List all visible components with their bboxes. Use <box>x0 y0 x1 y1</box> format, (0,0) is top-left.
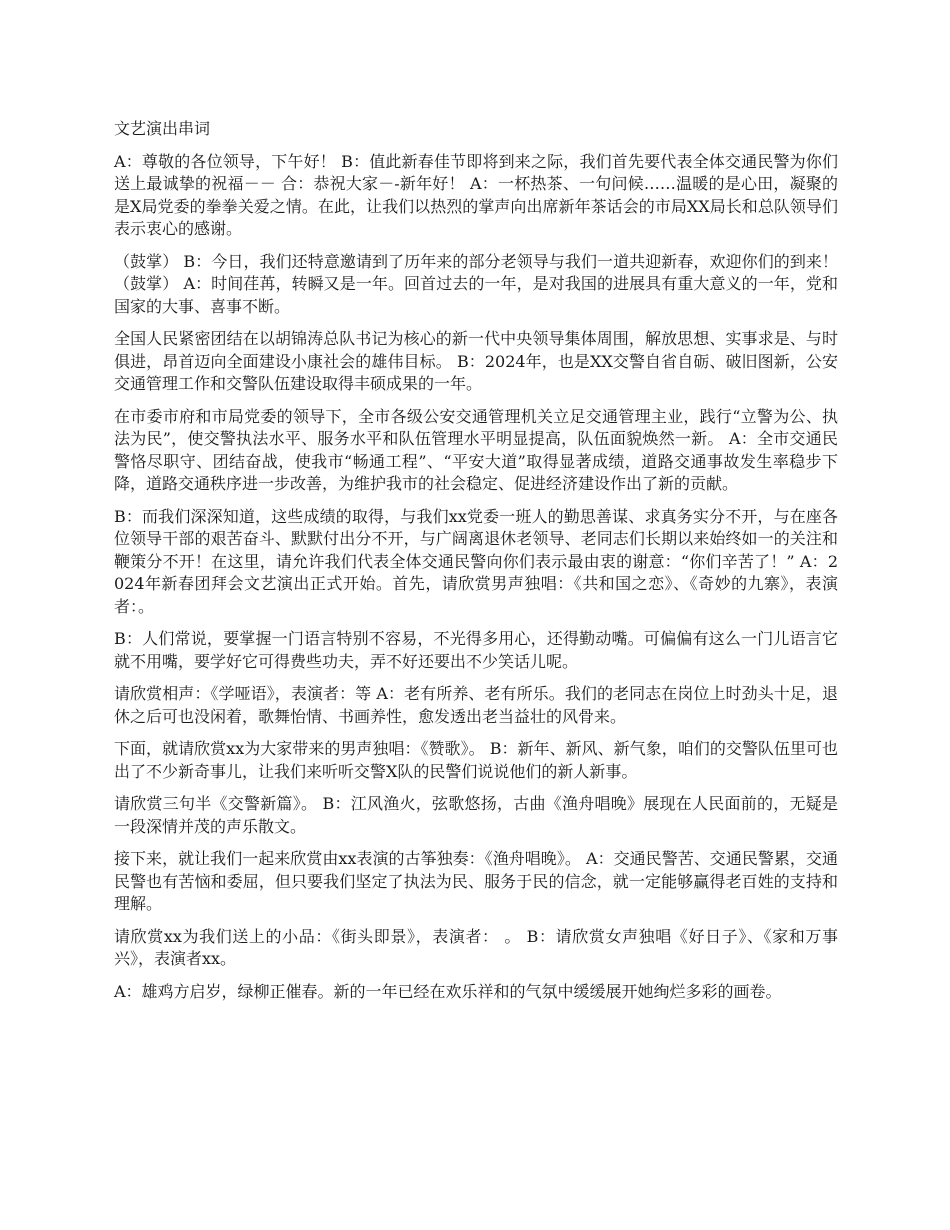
paragraph-9: 请欣赏三句半《交警新篇》。 B：江风渔火，弦歌悠扬，古曲《渔舟唱晚》展现在人民面前的，无疑是一段深情并茂的声乐散文。 <box>114 794 838 836</box>
paragraph-12: A：雄鸡方启岁，绿柳正催春。新的一年已经在欢乐祥和的气氛中缓缓展开她绚烂多彩的画卷。 <box>114 981 782 1001</box>
paragraph-1: A：尊敬的各位领导，下午好！ B：值此新春佳节即将到来之际，我们首先要代表全体交通民警为你们送上最诚挚的祝福－－ 合：恭祝大家－-新年好！ A：一杯热茶、一句问候……温暖的是心田，凝聚的是X局党委的拳拳关爱之情。在此，让我们以热烈的掌声向出席新年茶话会的市局XX局长和总队领导们表示衷心的感谢。 <box>114 151 838 238</box>
paragraph-6: B：人们常说，要掌握一门语言特别不容易，不光得多用心，还得勤动嘴。可偏偏有这么一门儿语言它就不用嘴，要学好它可得费些功夫，弄不好还要出不少笑话儿呢。 <box>114 629 838 671</box>
paragraph-10: 接下来，就让我们一起来欣赏由xx表演的古筝独奏：《渔舟唱晚》。 A：交通民警苦、交通民警累，交通民警也有苦恼和委屈，但只要我们坚定了执法为民、服务于民的信念，就一定能够赢得老百姓的支持和理解。 <box>114 849 838 913</box>
paragraph-2: （鼓掌） B：今日，我们还特意邀请到了历年来的部分老领导与我们一道共迎新春，欢迎你们的到来！（鼓掌） A：时间荏苒，转瞬又是一年。回首过去的一年，是对我国的进展具有重大意义的一年，党和国家的大事、喜事不断。 <box>114 251 838 316</box>
document-page <box>114 118 838 1013</box>
paragraph-3: 全国人民紧密团结在以胡锦涛总队书记为核心的新一代中央领导集体周围，解放思想、实事求是、与时俱进，昂首迈向全面建设小康社会的雄伟目标。 B：2024年，也是XX交警自省自砺、破旧图新，公安交通管理工作和交警队伍建设取得丰硕成果的一年。 <box>114 329 838 393</box>
paragraph-7: 请欣赏相声：《学哑语》，表演者：等 A：老有所养、老有所乐。我们的老同志在岗位上时劲头十足，退休之后可也没闲着，歌舞怡情、书画养性，愈发透出老当益壮的风骨来。 <box>114 684 838 726</box>
paragraph-11: 请欣赏xx为我们送上的小品：《街头即景》，表演者： 。 B：请欣赏女声独唱《好日子》、《家和万事兴》，表演者xx。 <box>114 926 838 968</box>
paragraph-4: 在市委市府和市局党委的领导下，全市各级公安交通管理机关立足交通管理主业，践行“立警为公、执法为民”，使交警执法水平、服务水平和队伍管理水平明显提高，队伍面貌焕然一新。 A：全市交通民警恪尽职守、团结奋战，使我市“畅通工程”、“平安大道”取得显著成绩，道路交通事故发生率稳步下降，道路交通秩序进一步改善，为维护我市的社会稳定、促进经济建设作出了新的贡献。 <box>114 406 838 493</box>
paragraph-8: 下面，就请欣赏xx为大家带来的男声独唱：《赞歌》。 B：新年、新风、新气象，咱们的交警队伍里可也出了不少新奇事儿，让我们来听听交警X队的民警们说说他们的新人新事。 <box>114 739 838 781</box>
paragraph-5: B：而我们深深知道，这些成绩的取得，与我们xx党委一班人的勤思善谋、求真务实分不开，与在座各位领导干部的艰苦奋斗、默默付出分不开，与广阔离退休老领导、老同志们长期以来始终如一的关注和鞭策分不开！在这里，请允许我们代表全体交通民警向你们表示最由衷的谢意：“你们辛苦了！” A：2024年新春团拜会文艺演出正式开始。首先，请欣赏男声独唱：《共和国之恋》、《奇妙的九寨》，表演者：。 <box>114 506 838 616</box>
document-title: 文艺演出串词 <box>114 119 211 138</box>
